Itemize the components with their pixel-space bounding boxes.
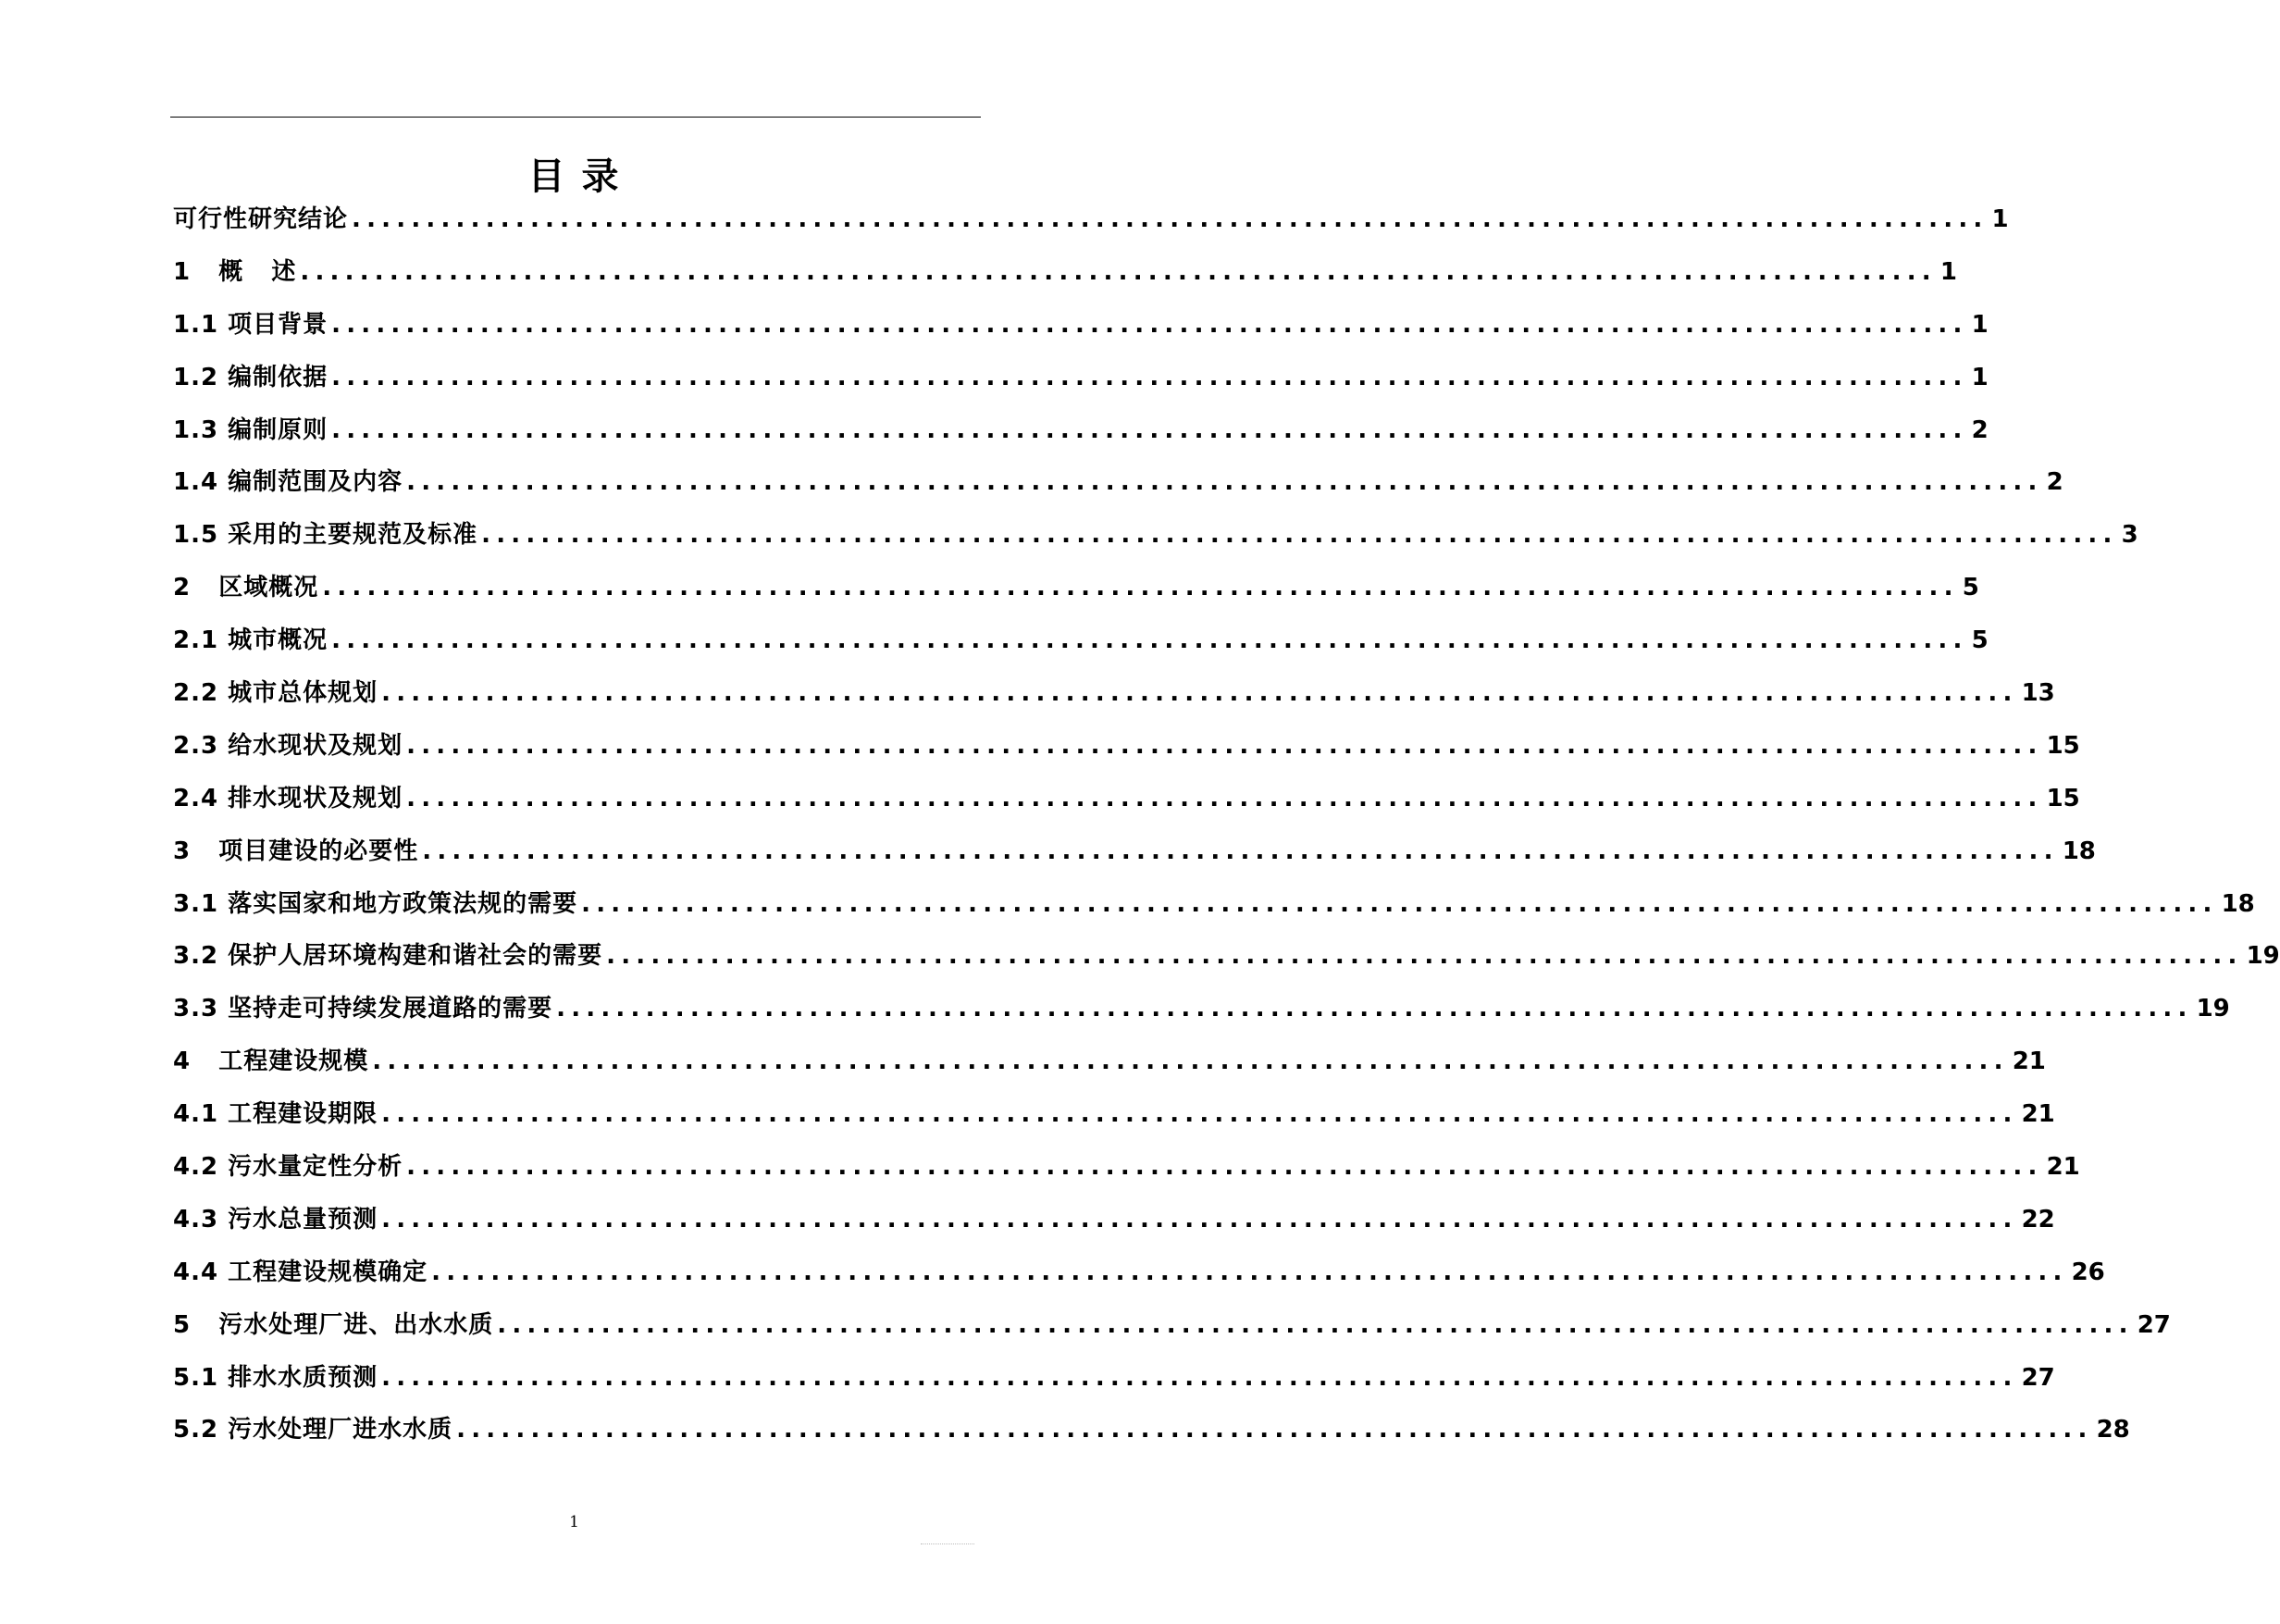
toc-dot-leader: .............................................................................................................. bbox=[406, 784, 2043, 812]
scan-artifact-mark bbox=[921, 1543, 974, 1544]
page-number: 1 bbox=[569, 1513, 579, 1531]
toc-page-number: 22 bbox=[2021, 1205, 2055, 1233]
toc-entry[interactable] bbox=[173, 249, 1957, 302]
toc-entry-title: 3.2 保护人居环境构建和谐社会的需要 bbox=[173, 942, 603, 971]
toc-dot-leader: .............................................................................................................. bbox=[431, 1258, 2068, 1286]
toc-page-number: 19 bbox=[2196, 995, 2230, 1023]
toc-entry[interactable] bbox=[173, 1038, 2046, 1091]
toc-page-number: 1 bbox=[1991, 205, 2009, 233]
toc-entry-title: 4 工程建设规模 bbox=[173, 1048, 369, 1076]
toc-page-number: 5 bbox=[1962, 574, 1979, 602]
table-of-contents bbox=[173, 196, 2280, 1459]
toc-page-number: 26 bbox=[2071, 1258, 2105, 1286]
toc-dot-leader: .............................................................................................................. bbox=[352, 205, 1989, 233]
toc-dot-leader: .............................................................................................................. bbox=[381, 1100, 2018, 1129]
toc-dot-leader: .............................................................................................................. bbox=[406, 1153, 2043, 1182]
toc-dot-leader: .............................................................................................................. bbox=[372, 1048, 2009, 1076]
toc-entry[interactable] bbox=[173, 1355, 2055, 1407]
toc-entry[interactable] bbox=[173, 302, 1989, 354]
toc-entry-title: 5 污水处理厂进、出水水质 bbox=[173, 1310, 494, 1339]
toc-entry[interactable] bbox=[173, 986, 2230, 1038]
toc-entry[interactable] bbox=[173, 1407, 2130, 1459]
toc-page-number: 21 bbox=[2021, 1100, 2055, 1129]
toc-dot-leader: .............................................................................................................. bbox=[556, 995, 2193, 1023]
toc-entry-title: 4.1 工程建设期限 bbox=[173, 1100, 378, 1129]
toc-dot-leader: .............................................................................................................. bbox=[422, 837, 2059, 865]
toc-entry[interactable] bbox=[173, 617, 1989, 670]
toc-page-number: 18 bbox=[2062, 837, 2096, 865]
toc-page-number: 1 bbox=[1971, 310, 1989, 339]
toc-entry-title: 4.3 污水总量预测 bbox=[173, 1205, 378, 1233]
toc-entry-title: 4.4 工程建设规模确定 bbox=[173, 1258, 428, 1286]
toc-entry-title: 3.3 坚持走可持续发展道路的需要 bbox=[173, 995, 553, 1023]
toc-entry-title: 5.2 污水处理厂进水水质 bbox=[173, 1416, 453, 1444]
toc-dot-leader: .............................................................................................................. bbox=[331, 626, 1968, 655]
toc-entry-title: 3.1 落实国家和地方政策法规的需要 bbox=[173, 889, 578, 918]
toc-dot-leader: .............................................................................................................. bbox=[406, 468, 2043, 497]
toc-page-number: 2 bbox=[1971, 415, 1989, 444]
toc-entry[interactable] bbox=[173, 775, 2080, 828]
toc-entry[interactable] bbox=[173, 407, 1989, 460]
toc-page-number: 13 bbox=[2021, 679, 2055, 708]
toc-dot-leader: .............................................................................................................. bbox=[322, 574, 1959, 602]
toc-entry[interactable] bbox=[173, 1302, 2171, 1355]
toc-entry-title: 1.5 采用的主要规范及标准 bbox=[173, 521, 478, 550]
toc-page-number: 1 bbox=[1971, 363, 1989, 391]
toc-entry-title: 1.1 项目背景 bbox=[173, 310, 328, 339]
toc-entry-title: 1.3 编制原则 bbox=[173, 415, 328, 444]
toc-dot-leader: .............................................................................................................. bbox=[581, 889, 2218, 918]
toc-entry[interactable] bbox=[173, 1091, 2055, 1144]
toc-entry-title: 4.2 污水量定性分析 bbox=[173, 1153, 403, 1182]
toc-dot-leader: .............................................................................................................. bbox=[406, 731, 2043, 760]
toc-page-number: 18 bbox=[2221, 889, 2255, 918]
toc-dot-leader: .............................................................................................................. bbox=[481, 521, 2118, 550]
toc-page-number: 15 bbox=[2046, 731, 2080, 760]
toc-dot-leader: .............................................................................................................. bbox=[331, 363, 1968, 391]
toc-dot-leader: .............................................................................................................. bbox=[300, 257, 1937, 286]
toc-entry-title: 1.4 编制范围及内容 bbox=[173, 468, 403, 497]
toc-page-number: 21 bbox=[2046, 1153, 2080, 1182]
toc-dot-leader: .............................................................................................................. bbox=[381, 1205, 2018, 1233]
toc-entry[interactable] bbox=[173, 1144, 2080, 1196]
toc-entry[interactable] bbox=[173, 564, 1979, 617]
toc-page-number: 21 bbox=[2012, 1048, 2046, 1076]
toc-entry-title: 2.3 给水现状及规划 bbox=[173, 731, 403, 760]
toc-page-number: 19 bbox=[2246, 942, 2280, 971]
toc-entry[interactable] bbox=[173, 459, 2063, 512]
header-rule bbox=[170, 117, 981, 118]
toc-page-number: 27 bbox=[2137, 1310, 2171, 1339]
toc-entry-title: 2.2 城市总体规划 bbox=[173, 679, 378, 708]
toc-entry[interactable] bbox=[173, 1196, 2055, 1249]
toc-entry[interactable] bbox=[173, 354, 1989, 407]
toc-page-number: 15 bbox=[2046, 784, 2080, 812]
toc-page-number: 28 bbox=[2096, 1416, 2130, 1444]
toc-entry-title: 2.4 排水现状及规划 bbox=[173, 784, 403, 812]
toc-entry[interactable] bbox=[173, 881, 2255, 934]
toc-entry[interactable] bbox=[173, 933, 2280, 986]
toc-dot-leader: .............................................................................................................. bbox=[381, 1363, 2018, 1392]
toc-page-number: 5 bbox=[1971, 626, 1989, 655]
toc-page-number: 27 bbox=[2021, 1363, 2055, 1392]
toc-page-number: 2 bbox=[2046, 468, 2063, 497]
toc-entry[interactable] bbox=[173, 828, 2096, 881]
toc-entry[interactable] bbox=[173, 723, 2080, 775]
toc-dot-leader: .............................................................................................................. bbox=[381, 679, 2018, 708]
toc-title: 目 录 bbox=[527, 155, 621, 198]
toc-entry-title: 5.1 排水水质预测 bbox=[173, 1363, 378, 1392]
toc-dot-leader: .............................................................................................................. bbox=[331, 310, 1968, 339]
toc-dot-leader: .............................................................................................................. bbox=[606, 942, 2243, 971]
toc-dot-leader: .............................................................................................................. bbox=[456, 1416, 2093, 1444]
toc-entry-title: 1 概 述 bbox=[173, 257, 297, 286]
toc-entry-title: 3 项目建设的必要性 bbox=[173, 837, 419, 865]
toc-page-number: 1 bbox=[1939, 257, 1957, 286]
toc-entry[interactable] bbox=[173, 512, 2138, 564]
toc-entry-title: 2 区域概况 bbox=[173, 574, 319, 602]
toc-entry-title: 2.1 城市概况 bbox=[173, 626, 328, 655]
toc-entry[interactable] bbox=[173, 1249, 2105, 1302]
toc-entry[interactable] bbox=[173, 196, 2009, 249]
toc-entry-title: 可行性研究结论 bbox=[173, 205, 349, 233]
toc-entry-title: 1.2 编制依据 bbox=[173, 363, 328, 391]
toc-dot-leader: .............................................................................................................. bbox=[497, 1310, 2134, 1339]
toc-dot-leader: .............................................................................................................. bbox=[331, 415, 1968, 444]
toc-page-number: 3 bbox=[2121, 521, 2138, 550]
toc-entry[interactable] bbox=[173, 670, 2055, 723]
